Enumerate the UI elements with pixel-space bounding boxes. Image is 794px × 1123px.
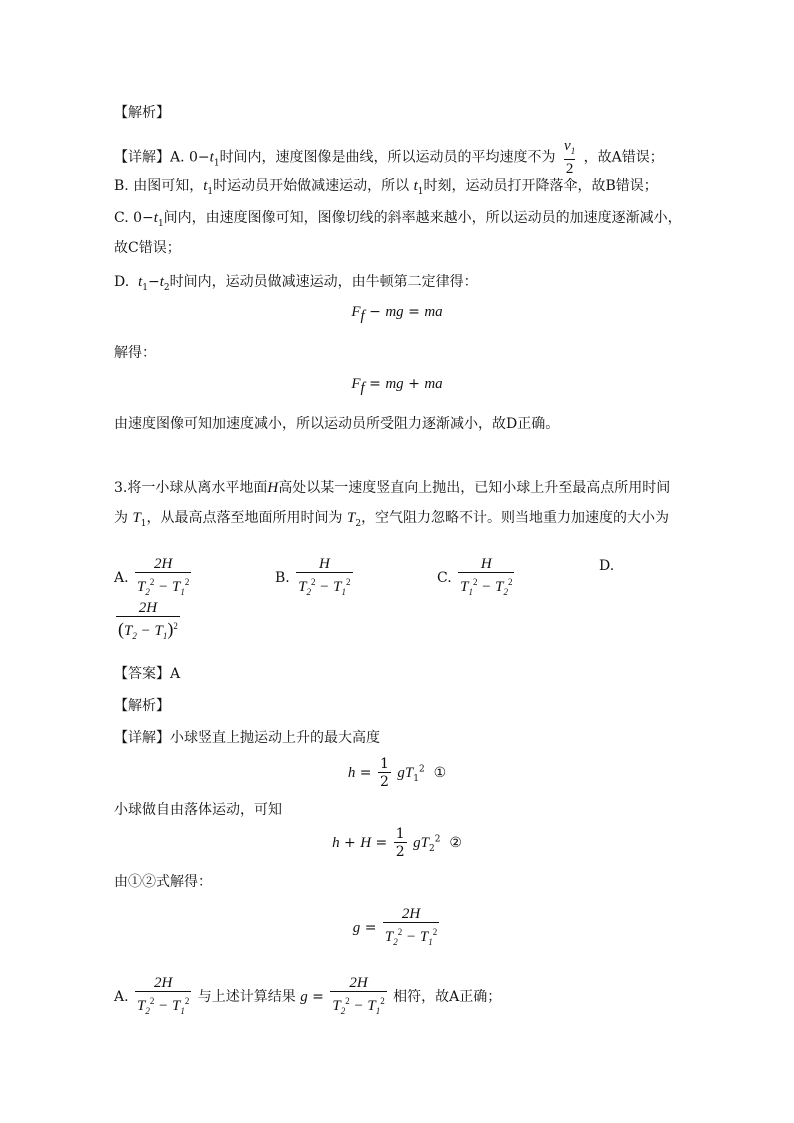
final-option-a: A. $\frac{2H}{T_2^2 - T_1^2}$ 与上述计算结果 g = $\frac{2H}{T_2^2 - T_1^2}$ 相符，故A正确； (114, 975, 501, 1019)
detail-option-b: B. 由图可知，$t_1$时运动员开始做减速运动，所以 $t_1$时刻，运动员打开降落伞，故B错误； (114, 178, 658, 197)
analysis-heading: 【解析】 (114, 105, 170, 121)
from-equations: 由①②式解得： (114, 874, 212, 890)
fraction-v1-over-2: $\frac{v_1}{2}$ (564, 138, 576, 177)
detail-q3: 【详解】小球竖直上抛运动上升的最大高度 (114, 730, 380, 746)
question-3-line1: 3.将一小球从离水平地面H高处以某一速度竖直向上抛出，已知小球上升至最高点所用时间 (114, 480, 671, 496)
option-a: A. $\frac{2H}{T_2^2 - T_1^2}$ (114, 556, 193, 600)
detail-option-a: 【详解】A. $0-t_1$时间内，速度图像是曲线，所以运动员的平均速度不为 $\frac{v_1}{2}$ ，故A错误； (114, 138, 664, 177)
answer-label: 【答案】A (114, 666, 181, 682)
free-fall-text: 小球做自由落体运动，可知 (114, 802, 282, 818)
option-c: C. $\frac{H}{T_1^2 - T_2^2}$ (437, 556, 516, 600)
equation-resistance: $F_f$ = mg + ma (351, 376, 443, 396)
detail-option-c: C. $0-t_1$间内，由速度图像可知，图像切线的斜率越来越小，所以运动员的加速度逐渐减小， (114, 210, 682, 229)
detail-option-d: D. $t_1-t_2$时间内，运动员做减速运动，由牛顿第二定律得： (114, 274, 478, 293)
detail-option-c-cont: 故C错误； (114, 240, 181, 256)
option-b-formula: $\frac{H}{T_2^2 - T_1^2}$ (296, 556, 352, 600)
analysis-heading-2: 【解析】 (114, 698, 170, 714)
equation-newton: $F_f$ − mg = ma (351, 304, 443, 324)
option-d: D. (599, 558, 615, 574)
option-b: B. $\frac{H}{T_2^2 - T_1^2}$ (275, 556, 355, 600)
equation-max-height: h = $\frac{1}{2}$ $gT_1^2$ ① (347, 756, 447, 790)
equation-g: g = $\frac{2H}{T_2^2 - T_1^2}$ (0, 906, 794, 950)
option-a-formula: $\frac{2H}{T_2^2 - T_1^2}$ (135, 556, 191, 600)
equation-total-height: h + H = $\frac{1}{2}$ $gT_2^2$ ② (332, 826, 462, 860)
solve-label-1: 解得： (114, 345, 156, 361)
question-3-line2: 为 $T_1$，从最高点落至地面所用时间为 $T_2$，空气阻力忽略不计。则当地重力加速度的大小为 (114, 510, 670, 529)
option-c-formula: $\frac{H}{T_1^2 - T_2^2}$ (458, 556, 514, 600)
conclusion-q2: 由速度图像可知加速度减小，所以运动员所受阻力逐渐减小，故D正确。 (114, 416, 560, 432)
option-d-formula: $\frac{2H}{(T_2 - T_1)^2}$ (114, 600, 182, 644)
